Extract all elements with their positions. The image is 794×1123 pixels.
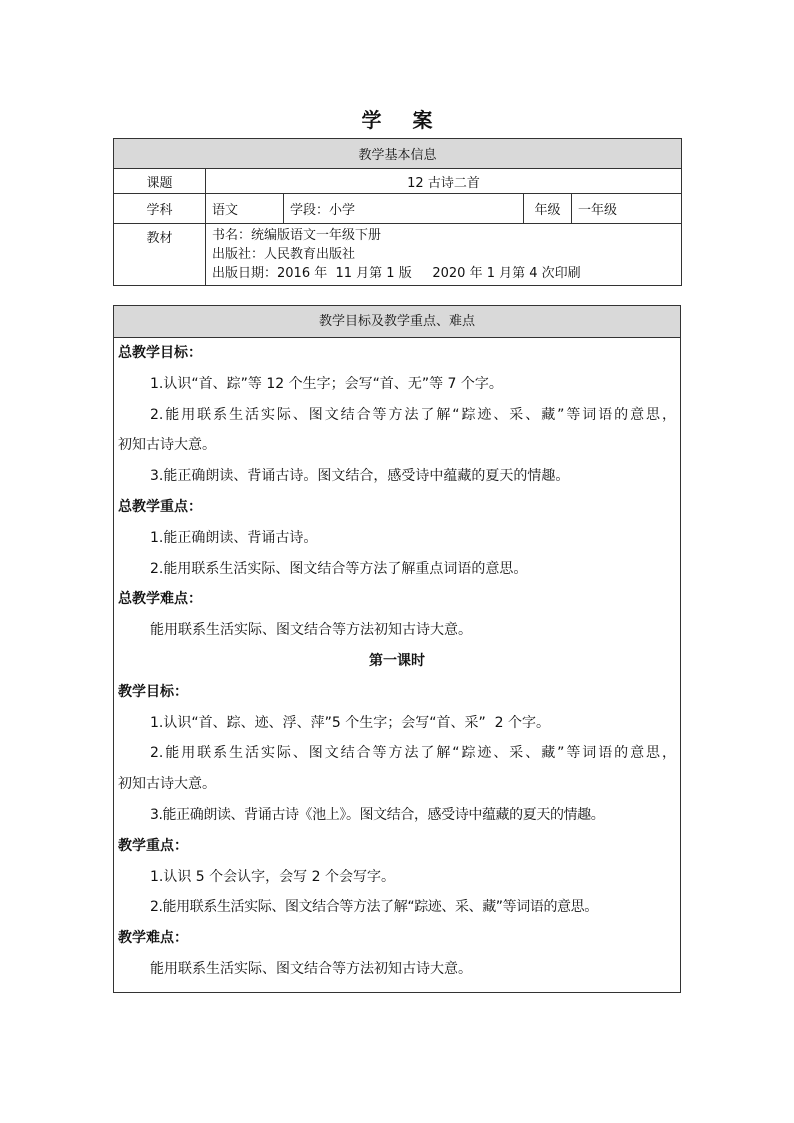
grade-label: 年级 (524, 194, 572, 224)
goals-section (113, 305, 681, 993)
goal-line: 2.能用联系生活实际、图文结合等方法了解“踪迹、采、藏”等词语的意思。 (150, 899, 598, 916)
book-name: 书名：统编版语文一年级下册 (212, 228, 382, 243)
goal-line: 3.能正确朗读、背诵古诗《池上》。图文结合，感受诗中蕴藏的夏天的情趣。 (150, 806, 605, 823)
goal-line: 初知古诗大意。 (118, 437, 216, 454)
lesson-value: 12 古诗二首 (206, 169, 682, 194)
stage-value: 学段：小学 (284, 194, 524, 224)
lesson-goals-heading: 教学目标： (118, 683, 188, 700)
page-title: 学 案 (361, 108, 445, 132)
total-difficulties-heading: 总教学难点： (118, 591, 202, 608)
total-key-points-heading: 总教学重点： (118, 498, 202, 515)
publisher: 出版社：人民教育出版社 (212, 247, 356, 262)
textbook-details (206, 224, 682, 286)
goal-line: 初知古诗大意。 (118, 776, 216, 793)
goal-line: 1.能正确朗读、背诵古诗。 (150, 529, 318, 546)
goals-body (114, 338, 680, 985)
lesson-difficulties-heading: 教学难点： (118, 930, 188, 947)
subject-value: 语文 (206, 194, 284, 224)
goal-line: 2.能用联系生活实际、图文结合等方法了解“踪迹、采、藏”等词语的意思， (150, 406, 676, 423)
grade-value: 一年级 (572, 194, 682, 224)
total-goals-heading: 总教学目标： (118, 345, 202, 361)
basic-info-header: 教学基本信息 (114, 139, 682, 169)
goal-line: 2.能用联系生活实际、图文结合等方法了解重点词语的意思。 (150, 560, 528, 577)
goal-line: 1.认识“首、踪、迹、浮、萍”5 个生字；会写“首、采” 2 个字。 (150, 714, 550, 731)
goal-line: 3.能正确朗读、背诵古诗。图文结合，感受诗中蕴藏的夏天的情趣。 (150, 468, 570, 485)
lesson-label: 课题 (114, 169, 206, 194)
basic-info-table (113, 138, 682, 286)
goal-line: 能用联系生活实际、图文结合等方法初知古诗大意。 (150, 622, 472, 639)
goal-line: 2.能用联系生活实际、图文结合等方法了解“踪迹、采、藏”等词语的意思， (150, 745, 676, 762)
publication-date: 出版日期：2016 年 11 月第 1 版 2020 年 1 月第 4 次印刷 (212, 266, 581, 281)
goals-header: 教学目标及教学重点、难点 (114, 306, 680, 338)
goal-line: 能用联系生活实际、图文结合等方法初知古诗大意。 (150, 960, 472, 977)
goal-line: 1.认识“首、踪”等 12 个生字；会写“首、无”等 7 个字。 (150, 375, 503, 392)
goal-line: 1.认识 5 个会认字，会写 2 个会写字。 (150, 868, 395, 885)
lesson-key-points-heading: 教学重点： (118, 837, 188, 854)
textbook-label: 教材 (114, 224, 206, 286)
subject-label: 学科 (114, 194, 206, 224)
first-lesson-heading: 第一课时 (369, 652, 425, 669)
